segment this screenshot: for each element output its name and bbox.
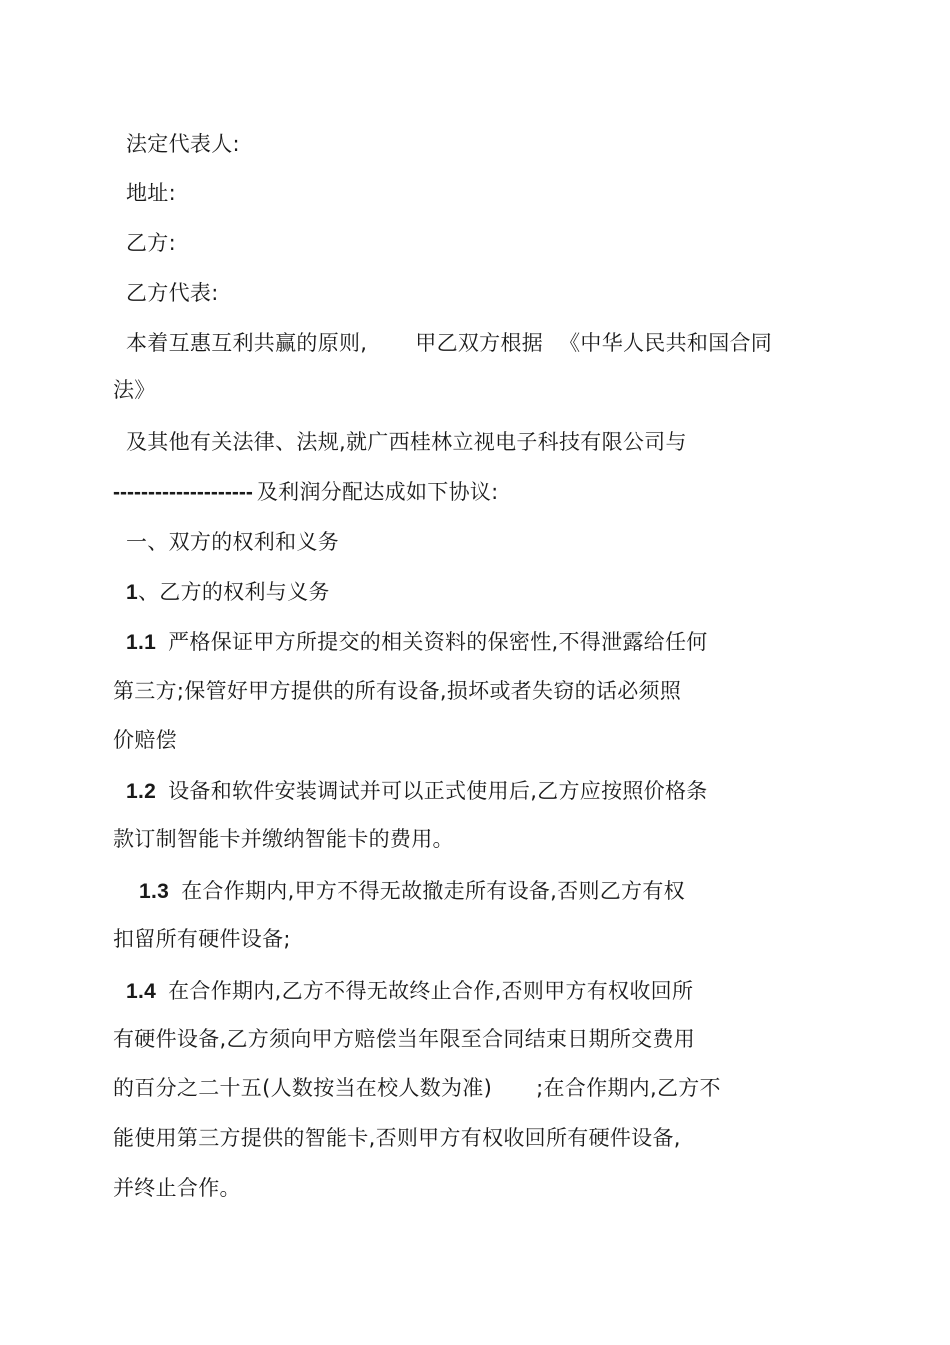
clause-1-1-line-3 (113, 726, 177, 754)
clause-1-1-text-2: 第三方;保管好甲方提供的所有设备,损坏或者失窃的话必须照 (113, 679, 682, 703)
clause-1-3-line-1 (139, 877, 685, 906)
clause-1-2-text-1: 设备和软件安装调试并可以正式使用后,乙方应按照价格条 (168, 779, 708, 803)
legal-representative-field (126, 130, 240, 158)
clause-1-2-line-1 (126, 777, 708, 806)
clause-1-3-number: 1.3 (139, 880, 170, 903)
intro-line-1-part-b: 甲乙双方根据 (415, 331, 544, 355)
subsection-1-heading (126, 578, 330, 607)
clause-1-2-number: 1.2 (126, 780, 157, 803)
clause-1-3-text-1: 在合作期内,甲方不得无故撤走所有设备,否则乙方有权 (181, 879, 685, 903)
party-b-field (126, 229, 176, 257)
address-label: 地址: (126, 181, 176, 205)
intro-line-4-text: 及利润分配达成如下协议: (256, 480, 499, 504)
party-b-representative-label: 乙方代表: (126, 281, 219, 305)
clause-1-4-text-3a: 的百分之二十五(人数按当在校人数为准) (113, 1076, 493, 1100)
intro-line-3 (126, 428, 687, 456)
clause-1-2-line-2 (113, 825, 454, 853)
clause-1-4-text-5: 并终止合作。 (113, 1176, 241, 1200)
clause-1-3-line-2 (113, 925, 291, 953)
intro-line-1-part-c: 《中华人民共和国合同 (559, 331, 773, 355)
clause-1-2-text-2: 款订制智能卡并缴纳智能卡的费用。 (113, 827, 454, 851)
clause-1-1-text-1: 严格保证甲方所提交的相关资料的保密性,不得泄露给任何 (168, 630, 708, 654)
intro-line-2 (113, 376, 156, 404)
clause-1-4-text-4: 能使用第三方提供的智能卡,否则甲方有权收回所有硬件设备, (113, 1126, 681, 1150)
intro-line-2-text: 法》 (113, 378, 156, 402)
blank-party-placeholder: -------------------- (113, 481, 253, 504)
section-1-heading-text: 一、双方的权利和义务 (126, 530, 339, 554)
clause-1-4-line-1 (126, 977, 693, 1006)
clause-1-1-text-3: 价赔偿 (113, 728, 177, 752)
clause-1-4-number: 1.4 (126, 980, 157, 1003)
clause-1-4-line-4 (113, 1124, 681, 1152)
address-field (126, 179, 176, 207)
intro-line-1-part-a: 本着互惠互利共赢的原则, (126, 331, 368, 355)
section-1-heading (126, 528, 339, 556)
legal-representative-label: 法定代表人: (126, 132, 240, 156)
clause-1-4-text-1: 在合作期内,乙方不得无故终止合作,否则甲方有权收回所 (168, 979, 694, 1003)
clause-1-1-line-1 (126, 628, 708, 657)
intro-line-4 (113, 478, 499, 507)
clause-1-4-line-2 (113, 1025, 695, 1053)
clause-1-1-number: 1.1 (126, 631, 157, 654)
subsection-1-number: 1 (126, 581, 138, 604)
clause-1-4-line-5 (113, 1174, 241, 1202)
clause-1-3-text-2: 扣留所有硬件设备; (113, 927, 291, 951)
clause-1-4-text-3b: ;在合作期内,乙方不 (536, 1076, 721, 1100)
clause-1-1-line-2 (113, 677, 681, 705)
clause-1-4-text-2: 有硬件设备,乙方须向甲方赔偿当年限至合同结束日期所交费用 (113, 1027, 696, 1051)
intro-line-1 (126, 329, 772, 357)
clause-1-4-line-3 (113, 1074, 721, 1102)
intro-line-3-text: 及其他有关法律、法规,就广西桂林立视电子科技有限公司与 (126, 430, 687, 454)
subsection-1-title: 、乙方的权利与义务 (137, 580, 330, 604)
party-b-representative-field (126, 279, 219, 307)
party-b-label: 乙方: (126, 231, 176, 255)
